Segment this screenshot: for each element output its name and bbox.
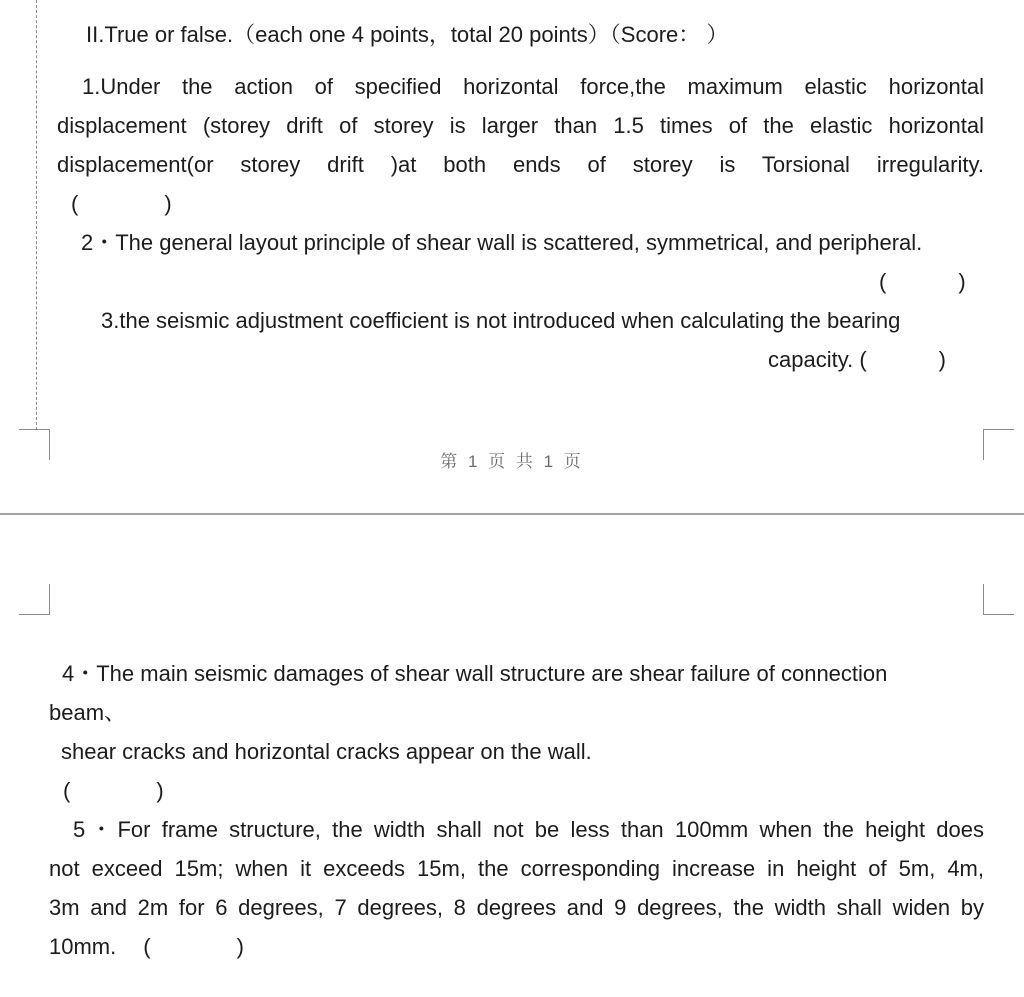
- crop-mark-bottom-left: [19, 584, 50, 615]
- question-1-line-1: 1.Under the action of specified horizontal force,the maximum elastic horizontal: [82, 74, 984, 99]
- question-3-answer-blank[interactable]: [853, 347, 946, 372]
- question-4-line-1: 4・The main seismic damages of shear wall structure are shear failure of connection: [62, 661, 888, 686]
- question-5-answer-blank[interactable]: [116, 934, 244, 959]
- question-4-line-2: beam、: [49, 700, 127, 725]
- answer-open-paren: (: [859, 347, 867, 372]
- question-2-line-1: 2・The general layout principle of shear wall is scattered, symmetrical, and peripheral.: [81, 230, 923, 255]
- answer-close-paren: ): [236, 934, 244, 959]
- question-3-line-2: capacity.: [768, 347, 854, 372]
- answer-close-paren: ): [164, 191, 172, 216]
- question-5-line-4: 10mm.: [49, 934, 117, 959]
- answer-close-paren: ): [938, 347, 946, 372]
- binding-margin-line: [36, 0, 37, 430]
- question-2-answer-blank[interactable]: [879, 262, 966, 301]
- answer-close-paren: ): [156, 778, 164, 803]
- answer-open-paren: (: [63, 778, 71, 803]
- question-4-line-3: shear cracks and horizontal cracks appear on the wall.: [61, 739, 592, 764]
- page-separator: [0, 513, 1024, 515]
- question-5-line-2: not exceed 15m; when it exceeds 15m, the corresponding increase in height of 5m, 4m,: [49, 856, 984, 881]
- question-5-line-3: 3m and 2m for 6 degrees, 7 degrees, 8 degrees and 9 degrees, the width shall widen by: [49, 895, 984, 920]
- answer-open-paren: (: [879, 269, 887, 294]
- question-1-line-3: displacement(or storey drift )at both ends of storey is Torsional irregularity.: [57, 152, 984, 177]
- section-heading: II.True or false.（each one 4 points，total 20 points）（Score： ）: [86, 22, 729, 47]
- question-3-line-2-with-answer: [768, 340, 946, 379]
- answer-open-paren: (: [143, 934, 151, 959]
- crop-mark-bottom-right: [983, 584, 1014, 615]
- answer-open-paren: (: [71, 191, 79, 216]
- question-4-answer-blank[interactable]: [63, 771, 164, 810]
- question-5-line-4-with-answer: [49, 927, 244, 966]
- answer-close-paren: ): [958, 269, 966, 294]
- question-1-line-2: displacement (storey drift of storey is larger than 1.5 times of the elastic horizontal: [57, 113, 984, 138]
- question-1-answer-blank[interactable]: [71, 184, 172, 223]
- page-number-footer: 第 1 页 共 1 页: [440, 452, 584, 471]
- question-5-line-1: 5・For frame structure, the width shall not be less than 100mm when the height does: [73, 817, 984, 842]
- question-3-line-1: 3.the seismic adjustment coefficient is not introduced when calculating the bearing: [101, 308, 901, 333]
